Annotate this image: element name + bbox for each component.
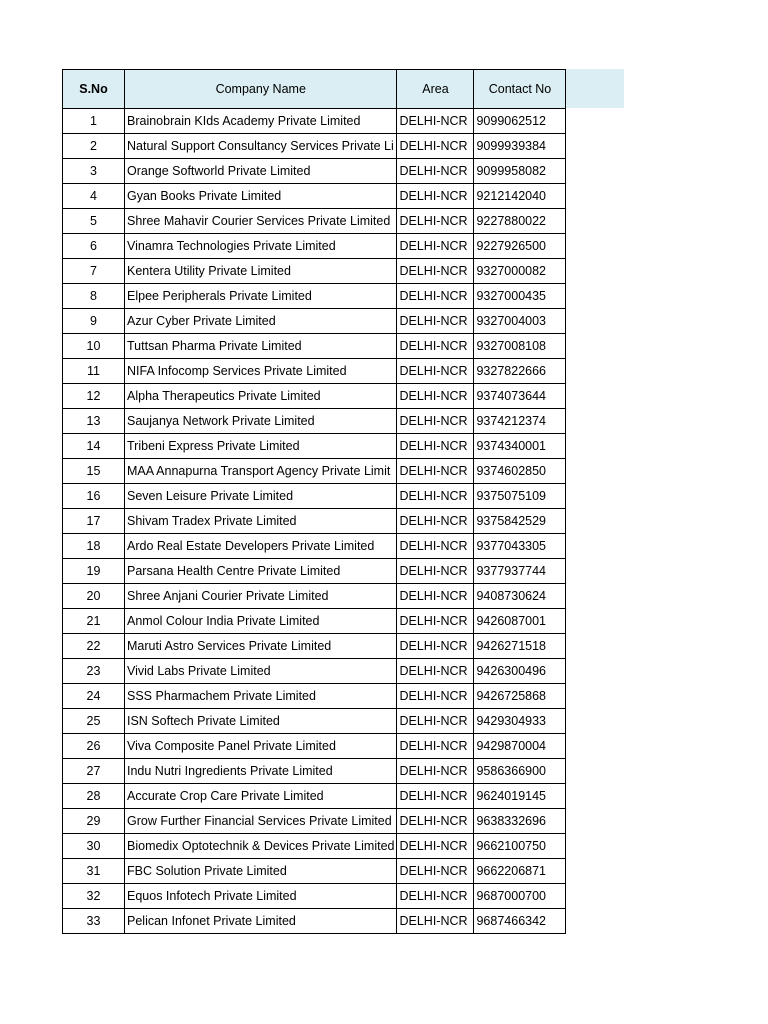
cell-company-name[interactable]: NIFA Infocomp Services Private Limited: [125, 359, 397, 384]
cell-sno[interactable]: 18: [63, 534, 125, 559]
cell-contact-no[interactable]: 9374073644: [474, 384, 566, 409]
cell-contact-no[interactable]: 9327004003: [474, 309, 566, 334]
cell-area[interactable]: DELHI-NCR: [397, 809, 474, 834]
cell-company-name[interactable]: ISN Softech Private Limited: [125, 709, 397, 734]
cell-contact-no[interactable]: 9426087001: [474, 609, 566, 634]
cell-contact-no[interactable]: 9227926500: [474, 234, 566, 259]
table-row: [63, 609, 566, 634]
table-row: [63, 909, 566, 934]
cell-sno[interactable]: 33: [63, 909, 125, 934]
cell-sno[interactable]: 11: [63, 359, 125, 384]
cell-contact-no[interactable]: 9327000082: [474, 259, 566, 284]
cell-sno[interactable]: 30: [63, 834, 125, 859]
cell-company-name[interactable]: Saujanya Network Private Limited: [125, 409, 397, 434]
header-area[interactable]: Area: [397, 70, 474, 109]
cell-sno[interactable]: 15: [63, 459, 125, 484]
cell-contact-no[interactable]: 9426725868: [474, 684, 566, 709]
cell-company-name[interactable]: Tribeni Express Private Limited: [125, 434, 397, 459]
table-row: [63, 259, 566, 284]
cell-sno[interactable]: 5: [63, 209, 125, 234]
cell-company-name[interactable]: Orange Softworld Private Limited: [125, 159, 397, 184]
cell-area[interactable]: DELHI-NCR: [397, 759, 474, 784]
cell-area[interactable]: DELHI-NCR: [397, 234, 474, 259]
cell-contact-no[interactable]: 9375075109: [474, 484, 566, 509]
table-row: [63, 809, 566, 834]
table-row: [63, 684, 566, 709]
cell-contact-no[interactable]: 9687000700: [474, 884, 566, 909]
cell-area[interactable]: DELHI-NCR: [397, 859, 474, 884]
table-row: [63, 509, 566, 534]
cell-sno[interactable]: 16: [63, 484, 125, 509]
cell-company-name[interactable]: Shree Anjani Courier Private Limited: [125, 584, 397, 609]
table-row: [63, 559, 566, 584]
cell-company-name[interactable]: Gyan Books Private Limited: [125, 184, 397, 209]
cell-area[interactable]: DELHI-NCR: [397, 534, 474, 559]
cell-area[interactable]: DELHI-NCR: [397, 634, 474, 659]
table-row: [63, 284, 566, 309]
cell-sno[interactable]: 14: [63, 434, 125, 459]
cell-company-name[interactable]: Shivam Tradex Private Limited: [125, 509, 397, 534]
cell-sno[interactable]: 24: [63, 684, 125, 709]
cell-area[interactable]: DELHI-NCR: [397, 609, 474, 634]
table-row: [63, 759, 566, 784]
cell-area[interactable]: DELHI-NCR: [397, 134, 474, 159]
cell-company-name[interactable]: Elpee Peripherals Private Limited: [125, 284, 397, 309]
cell-contact-no[interactable]: 9377937744: [474, 559, 566, 584]
cell-company-name[interactable]: Biomedix Optotechnik & Devices Private Limited: [125, 834, 397, 859]
cell-contact-no[interactable]: 9638332696: [474, 809, 566, 834]
cell-contact-no[interactable]: 9375842529: [474, 509, 566, 534]
cell-contact-no[interactable]: 9426271518: [474, 634, 566, 659]
cell-sno[interactable]: 10: [63, 334, 125, 359]
table-row: [63, 234, 566, 259]
cell-company-name[interactable]: Seven Leisure Private Limited: [125, 484, 397, 509]
cell-contact-no[interactable]: 9374212374: [474, 409, 566, 434]
company-contact-table: [62, 69, 566, 934]
cell-sno[interactable]: 22: [63, 634, 125, 659]
cell-contact-no[interactable]: 9426300496: [474, 659, 566, 684]
cell-area[interactable]: DELHI-NCR: [397, 284, 474, 309]
cell-area[interactable]: DELHI-NCR: [397, 409, 474, 434]
table-row: [63, 109, 566, 134]
cell-contact-no[interactable]: 9429304933: [474, 709, 566, 734]
cell-sno[interactable]: 25: [63, 709, 125, 734]
table-row: [63, 659, 566, 684]
cell-sno[interactable]: 2: [63, 134, 125, 159]
table-row: [63, 184, 566, 209]
cell-sno[interactable]: 23: [63, 659, 125, 684]
cell-area[interactable]: DELHI-NCR: [397, 484, 474, 509]
cell-area[interactable]: DELHI-NCR: [397, 709, 474, 734]
cell-contact-no[interactable]: 9429870004: [474, 734, 566, 759]
cell-area[interactable]: DELHI-NCR: [397, 459, 474, 484]
cell-area[interactable]: DELHI-NCR: [397, 109, 474, 134]
cell-contact-no[interactable]: 9374340001: [474, 434, 566, 459]
cell-area[interactable]: DELHI-NCR: [397, 159, 474, 184]
cell-area[interactable]: DELHI-NCR: [397, 834, 474, 859]
cell-company-name[interactable]: Alpha Therapeutics Private Limited: [125, 384, 397, 409]
table-row: [63, 859, 566, 884]
cell-sno[interactable]: 28: [63, 784, 125, 809]
table-row: [63, 334, 566, 359]
cell-contact-no[interactable]: 9586366900: [474, 759, 566, 784]
cell-company-name[interactable]: Indu Nutri Ingredients Private Limited: [125, 759, 397, 784]
table-row: [63, 884, 566, 909]
cell-contact-no[interactable]: 9099062512: [474, 109, 566, 134]
cell-company-name[interactable]: Kentera Utility Private Limited: [125, 259, 397, 284]
cell-company-name[interactable]: Grow Further Financial Services Private Limited: [125, 809, 397, 834]
cell-sno[interactable]: 31: [63, 859, 125, 884]
table-row: [63, 784, 566, 809]
cell-company-name[interactable]: Anmol Colour India Private Limited: [125, 609, 397, 634]
cell-area[interactable]: DELHI-NCR: [397, 909, 474, 934]
cell-area[interactable]: DELHI-NCR: [397, 559, 474, 584]
cell-sno[interactable]: 8: [63, 284, 125, 309]
table-row: [63, 534, 566, 559]
table-row: [63, 484, 566, 509]
cell-company-name[interactable]: Vivid Labs Private Limited: [125, 659, 397, 684]
cell-sno[interactable]: 3: [63, 159, 125, 184]
table-row: [63, 634, 566, 659]
cell-sno[interactable]: 12: [63, 384, 125, 409]
header-sno[interactable]: S.No: [63, 70, 125, 109]
cell-area[interactable]: DELHI-NCR: [397, 734, 474, 759]
cell-company-name[interactable]: MAA Annapurna Transport Agency Private Limit: [125, 459, 397, 484]
table-row: [63, 584, 566, 609]
cell-company-name[interactable]: Equos Infotech Private Limited: [125, 884, 397, 909]
table-row: [63, 709, 566, 734]
cell-sno[interactable]: 1: [63, 109, 125, 134]
cell-company-name[interactable]: Pelican Infonet Private Limited: [125, 909, 397, 934]
empty-header-cell[interactable]: [563, 69, 624, 108]
cell-contact-no[interactable]: 9687466342: [474, 909, 566, 934]
cell-area[interactable]: DELHI-NCR: [397, 884, 474, 909]
cell-contact-no[interactable]: 9408730624: [474, 584, 566, 609]
cell-area[interactable]: DELHI-NCR: [397, 384, 474, 409]
cell-company-name[interactable]: FBC Solution Private Limited: [125, 859, 397, 884]
table-row: [63, 134, 566, 159]
cell-area[interactable]: DELHI-NCR: [397, 334, 474, 359]
table-row: [63, 359, 566, 384]
cell-contact-no[interactable]: 9227880022: [474, 209, 566, 234]
cell-contact-no[interactable]: 9662206871: [474, 859, 566, 884]
cell-area[interactable]: DELHI-NCR: [397, 784, 474, 809]
cell-sno[interactable]: 4: [63, 184, 125, 209]
cell-area[interactable]: DELHI-NCR: [397, 584, 474, 609]
cell-contact-no[interactable]: 9212142040: [474, 184, 566, 209]
cell-sno[interactable]: 32: [63, 884, 125, 909]
cell-sno[interactable]: 21: [63, 609, 125, 634]
cell-area[interactable]: DELHI-NCR: [397, 309, 474, 334]
table-body: [63, 109, 566, 934]
cell-contact-no[interactable]: 9327008108: [474, 334, 566, 359]
cell-company-name[interactable]: Tuttsan Pharma Private Limited: [125, 334, 397, 359]
header-row: [63, 70, 566, 109]
cell-area[interactable]: DELHI-NCR: [397, 359, 474, 384]
cell-contact-no[interactable]: 9327822666: [474, 359, 566, 384]
cell-sno[interactable]: 19: [63, 559, 125, 584]
cell-contact-no[interactable]: 9662100750: [474, 834, 566, 859]
cell-contact-no[interactable]: 9377043305: [474, 534, 566, 559]
cell-company-name[interactable]: Azur Cyber Private Limited: [125, 309, 397, 334]
header-company-name[interactable]: Company Name: [125, 70, 397, 109]
cell-sno[interactable]: 9: [63, 309, 125, 334]
cell-area[interactable]: DELHI-NCR: [397, 684, 474, 709]
table-row: [63, 159, 566, 184]
table-row: [63, 434, 566, 459]
cell-company-name[interactable]: Parsana Health Centre Private Limited: [125, 559, 397, 584]
cell-company-name[interactable]: Maruti Astro Services Private Limited: [125, 634, 397, 659]
cell-area[interactable]: DELHI-NCR: [397, 259, 474, 284]
table-row: [63, 384, 566, 409]
cell-sno[interactable]: 6: [63, 234, 125, 259]
cell-company-name[interactable]: Viva Composite Panel Private Limited: [125, 734, 397, 759]
cell-company-name[interactable]: Natural Support Consultancy Services Private Li: [125, 134, 397, 159]
cell-contact-no[interactable]: 9099939384: [474, 134, 566, 159]
cell-area[interactable]: DELHI-NCR: [397, 509, 474, 534]
table-row: [63, 309, 566, 334]
cell-area[interactable]: DELHI-NCR: [397, 209, 474, 234]
table-row: [63, 409, 566, 434]
cell-area[interactable]: DELHI-NCR: [397, 434, 474, 459]
cell-sno[interactable]: 17: [63, 509, 125, 534]
table-row: [63, 734, 566, 759]
table-row: [63, 834, 566, 859]
cell-area[interactable]: DELHI-NCR: [397, 184, 474, 209]
cell-sno[interactable]: 13: [63, 409, 125, 434]
cell-company-name[interactable]: Brainobrain KIds Academy Private Limited: [125, 109, 397, 134]
table-row: [63, 459, 566, 484]
cell-sno[interactable]: 7: [63, 259, 125, 284]
cell-sno[interactable]: 26: [63, 734, 125, 759]
cell-sno[interactable]: 27: [63, 759, 125, 784]
cell-sno[interactable]: 20: [63, 584, 125, 609]
cell-contact-no[interactable]: 9099958082: [474, 159, 566, 184]
cell-contact-no[interactable]: 9624019145: [474, 784, 566, 809]
header-contact-no[interactable]: Contact No: [474, 70, 566, 109]
cell-company-name[interactable]: Ardo Real Estate Developers Private Limited: [125, 534, 397, 559]
cell-company-name[interactable]: Accurate Crop Care Private Limited: [125, 784, 397, 809]
cell-company-name[interactable]: SSS Pharmachem Private Limited: [125, 684, 397, 709]
cell-company-name[interactable]: Vinamra Technologies Private Limited: [125, 234, 397, 259]
table-row: [63, 209, 566, 234]
cell-contact-no[interactable]: 9374602850: [474, 459, 566, 484]
cell-contact-no[interactable]: 9327000435: [474, 284, 566, 309]
cell-area[interactable]: DELHI-NCR: [397, 659, 474, 684]
cell-sno[interactable]: 29: [63, 809, 125, 834]
cell-company-name[interactable]: Shree Mahavir Courier Services Private Limited: [125, 209, 397, 234]
